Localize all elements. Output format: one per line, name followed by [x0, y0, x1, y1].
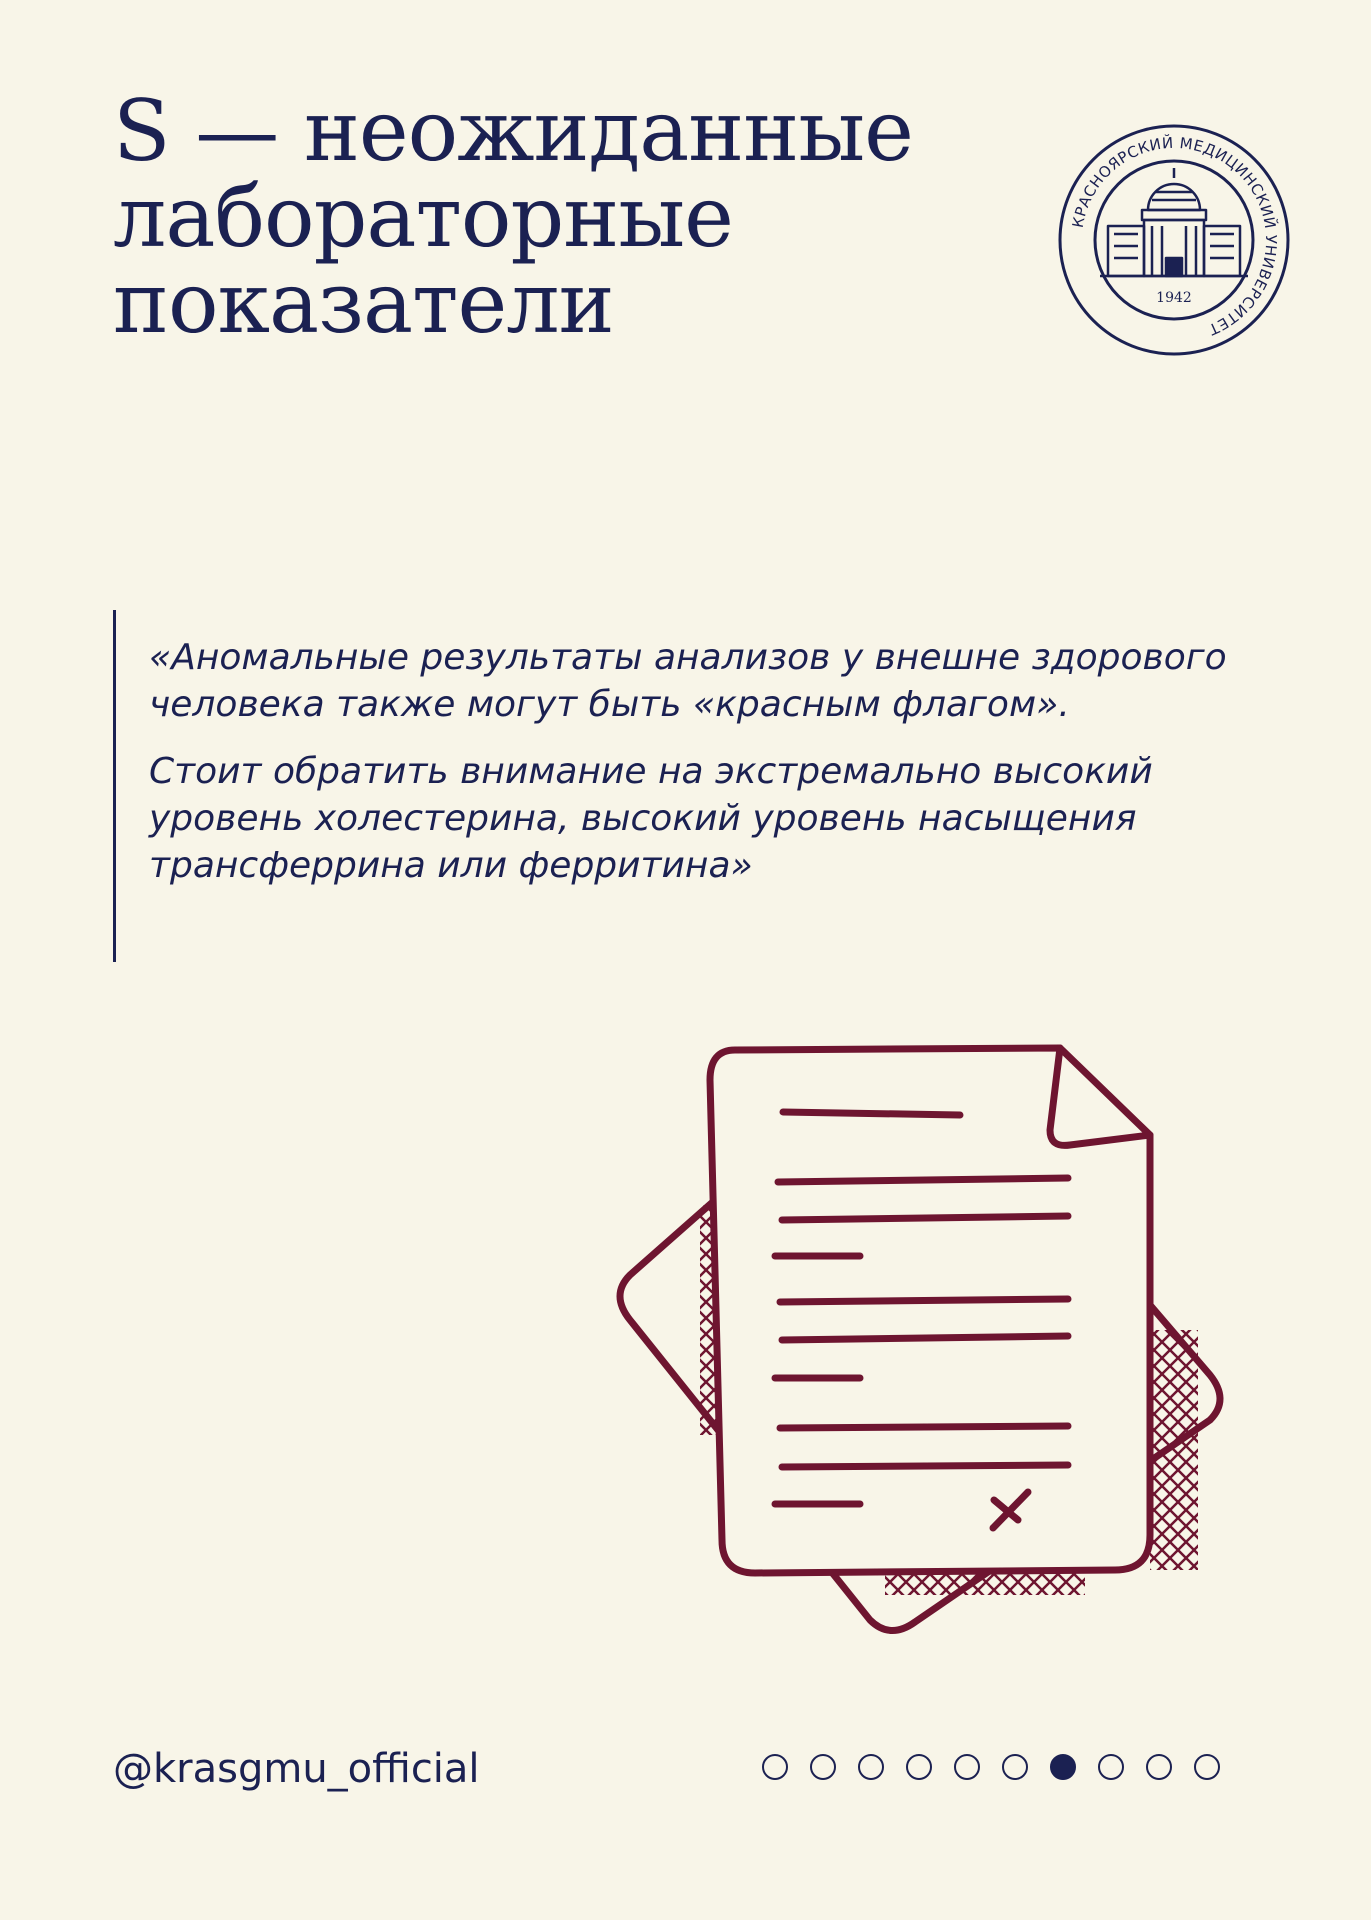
pagination-dots [762, 1754, 1220, 1780]
pagination-dot[interactable] [1194, 1754, 1220, 1780]
page-title [113, 82, 933, 352]
document-icon [610, 1030, 1260, 1680]
pagination-dot[interactable] [1098, 1754, 1124, 1780]
svg-text:КРАСНОЯРСКИЙ МЕДИЦИНСКИЙ УНИВЕ [1069, 133, 1281, 339]
pagination-dot[interactable] [1002, 1754, 1028, 1780]
quote-paragraph-1: «Аномальные результаты анализов у внешне здорового человека также могут быть «красным флагом». [149, 637, 1227, 725]
title-line-1: S — неожиданные [113, 82, 913, 180]
pagination-dot[interactable] [954, 1754, 980, 1780]
pagination-dot[interactable] [762, 1754, 788, 1780]
pagination-dot[interactable] [810, 1754, 836, 1780]
pagination-dot[interactable] [1146, 1754, 1172, 1780]
seal-ring-text: КРАСНОЯРСКИЙ МЕДИЦИНСКИЙ УНИВЕРСИТЕТ [1068, 133, 1281, 339]
title-line-2: лабораторные [113, 168, 733, 266]
pagination-dot[interactable] [906, 1754, 932, 1780]
title-line-3: показатели [113, 254, 614, 352]
seal-year: 1942 [1156, 290, 1192, 306]
pagination-dot[interactable] [858, 1754, 884, 1780]
quote-paragraph-2: Стоит обратить внимание на экстремально высокий уровень холестерина, высокий уровень насыщения трансферрина или ферритина» [149, 751, 1153, 886]
university-seal-icon [1056, 122, 1292, 358]
quote-block [113, 610, 1233, 962]
pagination-dot-active[interactable] [1050, 1754, 1076, 1780]
social-handle[interactable]: @krasgmu_official [113, 1746, 480, 1792]
